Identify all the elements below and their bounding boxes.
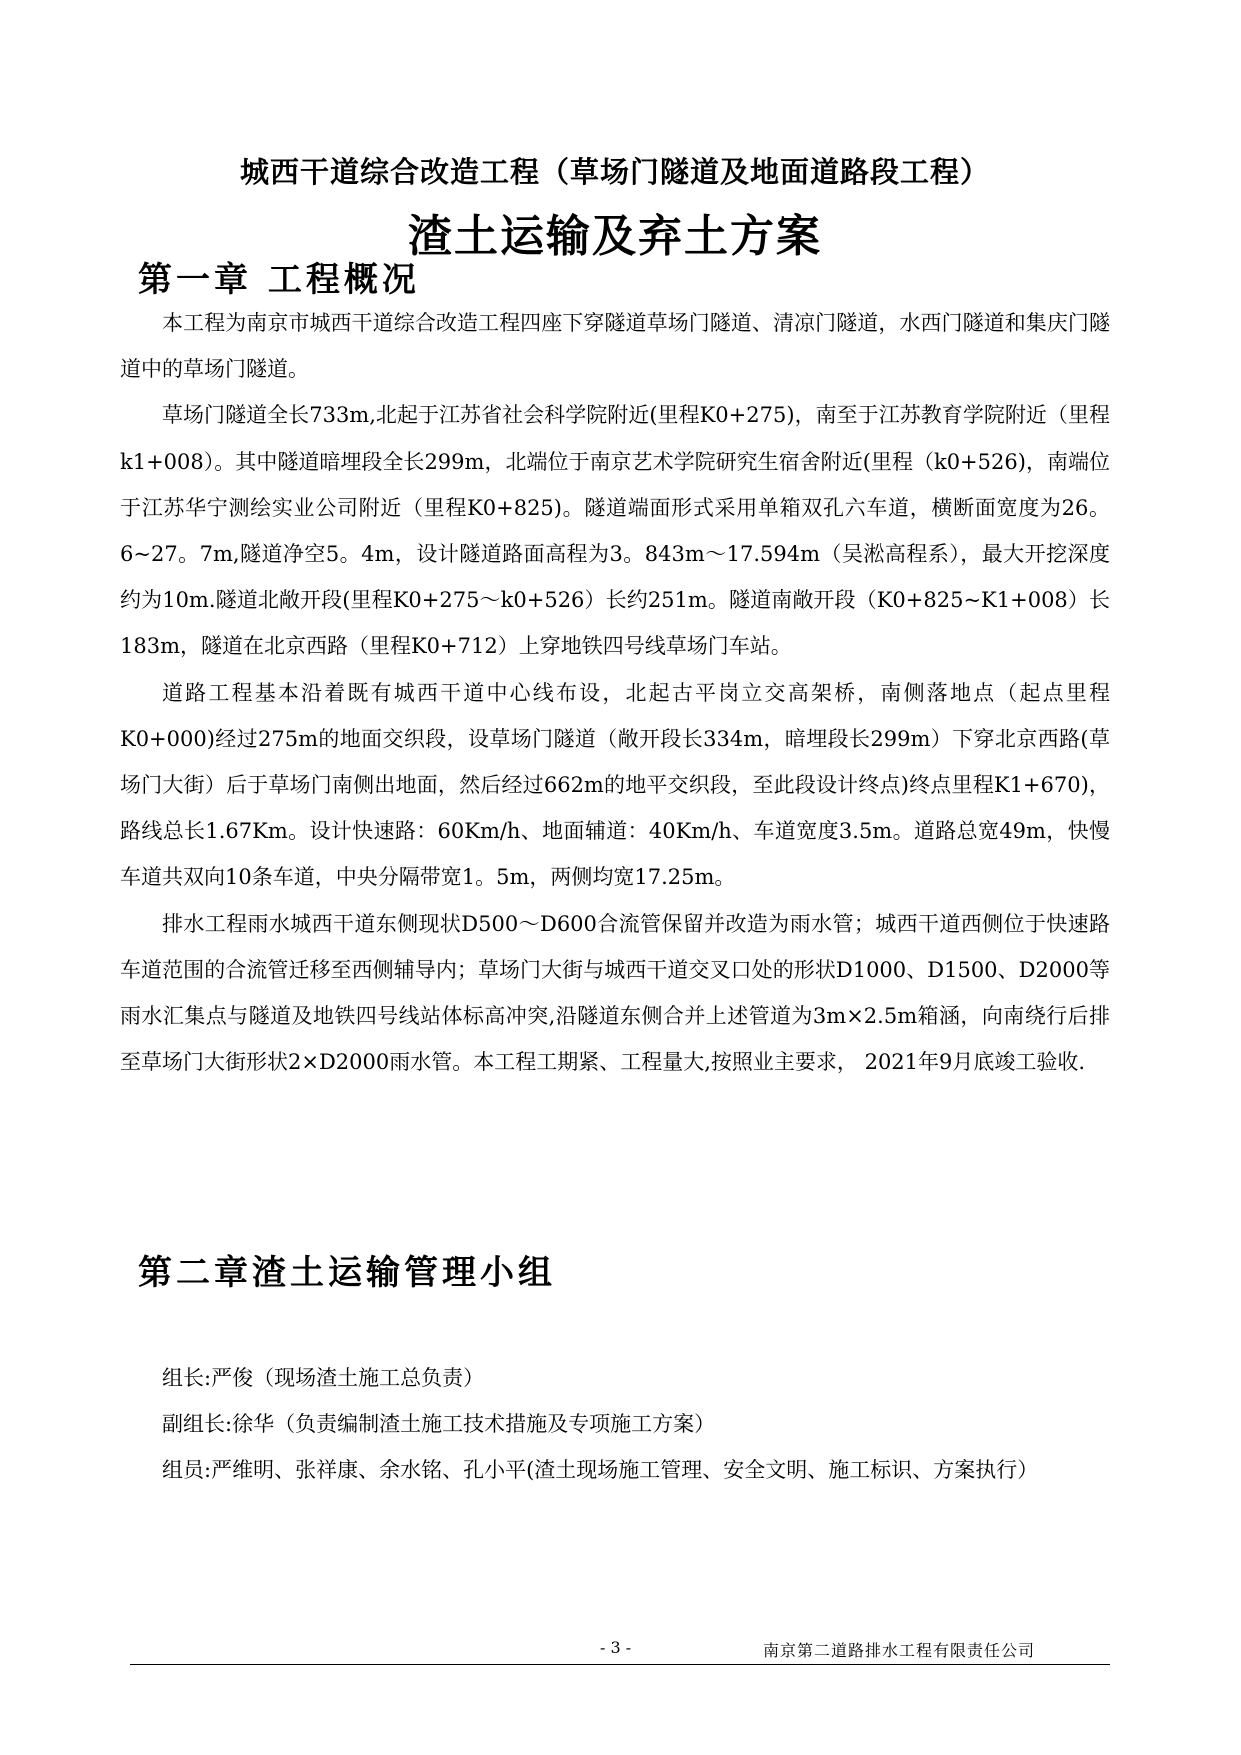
chapter-1-body [120,300,1110,1085]
member-line: 组员:严维明、张祥康、余水铭、孔小平(渣土现场施工管理、安全文明、施工标识、方案执行） [162,1458,1039,1483]
document-title: 渣土运输及弃土方案 [408,211,822,262]
chapter-2-body [120,1355,1110,1494]
member-line: 副组长:徐华（负责编制渣土施工技术措施及专项施工方案） [162,1412,716,1437]
page-number: - 3 - [600,1638,632,1657]
paragraph: 道路工程基本沿着既有城西干道中心线布设，北起古平岗立交高架桥，南侧落地点（起点里程K0+000)经过275m的地面交织段，设草场门隧道（敞开段长334m，暗埋段长299m）下穿北京西路(草场门大街）后于草场门南侧出地面，然后经过662m的地平交织段，至此段设计终点)终点里程K1+670)，路线总长1.67Km。设计快速路：60Km/h、地面辅道：40Km/h、车道宽度3.5m。道路总宽49m，快慢车道共双向10条车道，中央分隔带宽1。5m，两侧均宽17.25m。 [120,680,1110,890]
paragraph: 本工程为南京市城西干道综合改造工程四座下穿隧道草场门隧道、清凉门隧道，水西门隧道和集庆门隧道中的草场门隧道。 [120,311,1110,382]
chapter-1-heading: 第一章 工程概况 [138,260,420,300]
document-subtitle: 城西干道综合改造工程（草场门隧道及地面道路段工程） [239,155,990,189]
document-page [120,0,1110,1755]
footer-company: 南京第二道路排水工程有限责任公司 [763,1641,1036,1660]
footer-divider [130,1664,1110,1665]
chapter-2-heading: 第二章渣土运输管理小组 [138,1253,556,1293]
paragraph: 草场门隧道全长733m,北起于江苏省社会科学院附近(里程K0+275)，南至于江苏教育学院附近（里程k1+008）。其中隧道暗埋段全长299m，北端位于南京艺术学院研究生宿舍附近(里程（k0+526)，南端位于江苏华宁测绘实业公司附近（里程K0+825)。隧道端面形式采用单箱双孔六车道，横断面宽度为26。6~27。7m,隧道净空5。4m，设计隧道路面高程为3。843m～17.594m（吴淞高程系），最大开挖深度约为10m.隧道北敞开段(里程K0+275～k0+526）长约251m。隧道南敞开段（K0+825~K1+008）长183m，隧道在北京西路（里程K0+712）上穿地铁四号线草场门车站。 [120,403,1110,659]
paragraph: 排水工程雨水城西干道东侧现状D500～D600合流管保留并改造为雨水管；城西干道西侧位于快速路车道范围的合流管迁移至西侧辅导内；草场门大街与城西干道交叉口处的形状D1000、D1500、D2000等雨水汇集点与隧道及地铁四号线站体标高冲突,沿隧道东侧合并上述管道为3m×2.5m箱涵，向南绕行后排至草场门大街形状2×D2000雨水管。本工程工期紧、工程量大,按照业主要求， 2021年9月底竣工验收. [120,911,1110,1075]
member-line: 组长:严俊（现场渣土施工总负责） [162,1366,485,1390]
